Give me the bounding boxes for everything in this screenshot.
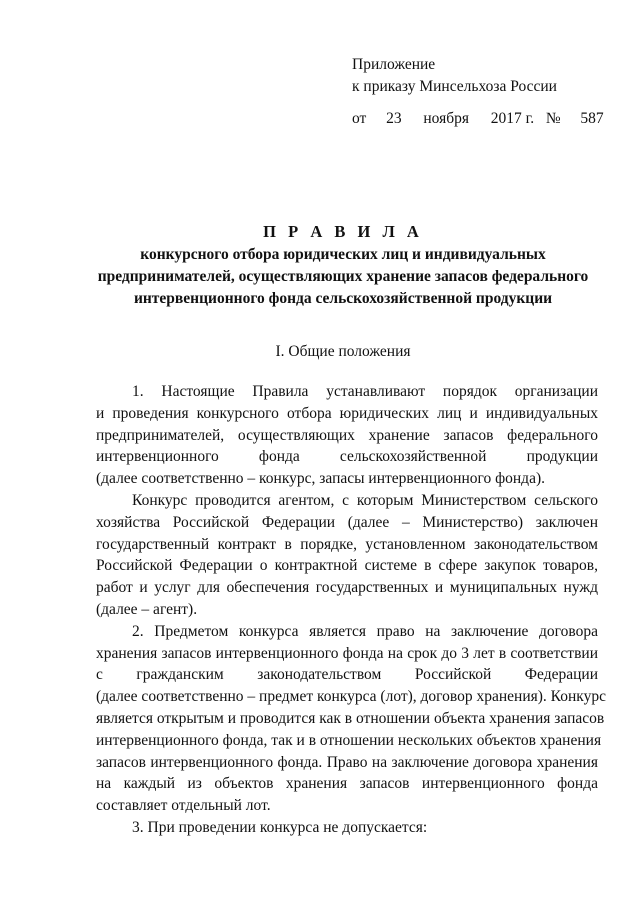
appendix-label: Приложение xyxy=(352,56,436,73)
order-date-number xyxy=(352,110,604,128)
title-main: П Р А В И Л А xyxy=(263,222,423,241)
order-number-sign: № xyxy=(545,110,561,127)
section-heading: I. Общие положения xyxy=(275,343,411,360)
text-line: 3. При проведении конкурса не допускается: xyxy=(132,818,428,836)
text-line: хранения запасов интервенционного фонда на срок до 3 лет в соответствии xyxy=(96,644,598,662)
title-subtitle-line: конкурсного отбора юридических лиц и индивидуальных xyxy=(140,246,546,263)
paragraph xyxy=(96,621,606,817)
order-day: 23 xyxy=(386,110,402,127)
text-line: на каждый из объектов хранения запасов интервенционного фонда xyxy=(96,775,598,793)
text-line: интервенционного фонда сельскохозяйственной продукции xyxy=(96,448,598,466)
text-line: государственный контракт в порядке, установленном законодательством xyxy=(96,535,598,553)
text-line: хозяйства Российской Федерации (далее – Министерство) заключен xyxy=(96,513,598,531)
text-line: является открытым и проводится как в отношении объекта хранения запасов xyxy=(96,709,605,727)
paragraph xyxy=(96,817,598,839)
body-text xyxy=(96,381,606,839)
text-line: 2. Предметом конкурса является право на заключение договора xyxy=(132,622,598,640)
text-line: работ и услуг для обеспечения государственных и муниципальных нужд xyxy=(96,579,598,597)
text-line: (далее – агент). xyxy=(96,600,198,618)
text-line: 1. Настоящие Правила устанавливают порядок организации xyxy=(132,383,598,400)
text-line: (далее соответственно – конкурс, запасы интервенционного фонда). xyxy=(96,470,545,488)
text-line: Российской Федерации о контрактной системе в сфере закупок товаров, xyxy=(96,557,598,575)
title-subtitle-line: интервенционного фонда сельскохозяйственной продукции xyxy=(133,290,553,307)
text-line: составляет отдельный лот. xyxy=(96,797,271,815)
text-line: с гражданским законодательством Российской Федерации xyxy=(96,666,598,684)
order-prefix: от xyxy=(352,110,367,127)
paragraph xyxy=(96,381,598,490)
text-line: предпринимателей, осуществляющих хранение запасов федерального xyxy=(96,426,598,444)
document-title xyxy=(60,220,626,310)
text-line: запасов интервенционного фонда. Право на заключение договора хранения xyxy=(96,753,598,771)
appendix-header xyxy=(352,54,557,98)
order-month: ноября xyxy=(423,110,469,127)
text-line: и проведения конкурсного отбора юридических лиц и индивидуальных xyxy=(96,404,598,422)
text-line: Конкурс проводится агентом, с которым Министерством сельского xyxy=(132,491,598,509)
paragraph xyxy=(96,490,598,621)
order-year: 2017 г. xyxy=(490,110,535,127)
title-subtitle xyxy=(60,244,626,310)
order-number: 587 xyxy=(580,110,604,127)
text-line: интервенционного фонда, так и в отношении нескольких объектов хранения xyxy=(96,731,602,749)
title-subtitle-line: предпринимателей, осуществляющих хранение запасов федерального xyxy=(97,268,589,285)
text-line: (далее соответственно – предмет конкурса (лот), договор хранения). Конкурс xyxy=(96,688,606,706)
appendix-order-reference: к приказу Минсельхоза России xyxy=(352,78,557,95)
